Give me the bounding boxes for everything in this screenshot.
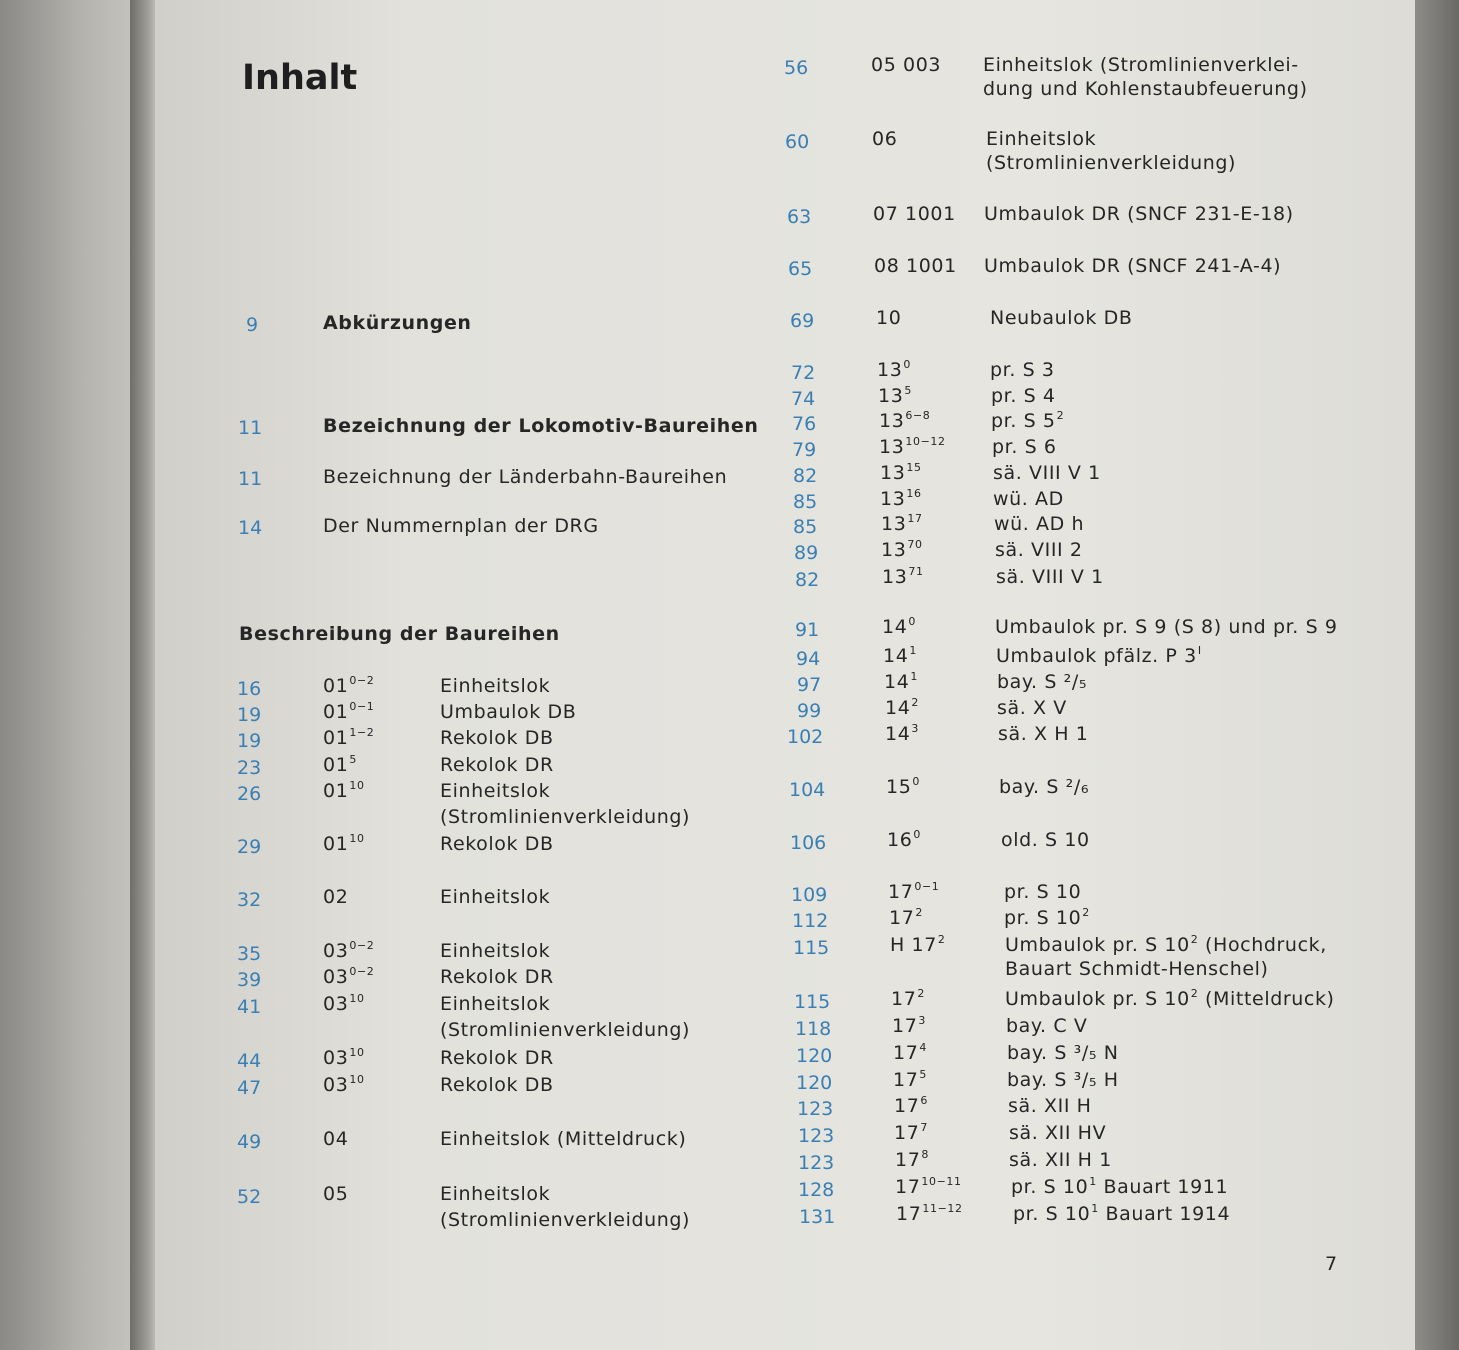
row-description: Einheitslok (Stromlinienverklei- <box>983 54 1299 76</box>
row-class: $17^2$ <box>889 906 923 929</box>
row-description: sä. XII H 1 <box>1009 1149 1112 1171</box>
row-class: $17^7$ <box>894 1121 928 1144</box>
row-description: sä. X H 1 <box>998 723 1089 745</box>
row-page-number: 123 <box>798 1125 835 1147</box>
row-page-number: 44 <box>237 1050 262 1072</box>
row-class: 07 1001 <box>873 203 956 225</box>
row-page-number: 106 <box>790 832 827 854</box>
row-page-number: 76 <box>792 413 817 435</box>
row-description-cont: (Stromlinienverkleidung) <box>440 1019 691 1041</box>
row-class: $01^{0-1}$ <box>323 700 375 723</box>
adjacent-page-edge <box>0 0 150 1350</box>
row-class: $17^2$ <box>891 987 925 1010</box>
row-class: $14^0$ <box>882 615 916 638</box>
row-description: pr. S $10^2$ <box>1004 906 1090 929</box>
row-page-number: 26 <box>237 783 262 805</box>
row-class: 08 1001 <box>874 255 957 277</box>
row-page-number: 16 <box>237 678 262 700</box>
row-description: pr. S 4 <box>991 385 1056 407</box>
row-page-number: 19 <box>237 730 262 752</box>
row-class: 02 <box>323 886 349 908</box>
row-page-number: 82 <box>793 465 818 487</box>
row-page-number: 118 <box>795 1018 832 1040</box>
page-title: Inhalt <box>242 58 358 98</box>
row-class: $17^{11-12}$ <box>896 1202 963 1225</box>
row-class: $13^{15}$ <box>880 461 922 484</box>
row-description: old. S 10 <box>1001 829 1090 851</box>
row-description: wü. AD h <box>994 513 1085 535</box>
row-class: $01^{10}$ <box>323 832 365 855</box>
row-page-number: 112 <box>792 910 829 932</box>
row-description: Einheitslok <box>440 993 551 1015</box>
row-page-number: 41 <box>237 996 262 1018</box>
row-description: sä. XII H <box>1008 1095 1092 1117</box>
row-description-cont: dung und Kohlenstaubfeuerung) <box>983 78 1308 100</box>
row-page-number: 65 <box>788 258 813 280</box>
row-class: 05 003 <box>871 54 942 76</box>
row-class: $03^{10}$ <box>323 1046 365 1069</box>
row-class: $01^{1-2}$ <box>323 726 375 749</box>
row-page-number: 85 <box>793 491 818 513</box>
row-description: Einheitslok <box>440 886 551 908</box>
row-description: Umbaulok pr. S $10^2$ (Mitteldruck) <box>1005 987 1335 1010</box>
row-description: Rekolok DB <box>440 1074 554 1096</box>
row-description: sä. X V <box>997 697 1067 719</box>
row-description: sä. VIII V 1 <box>996 566 1104 588</box>
row-description: Umbaulok pr. S $10^2$ (Hochdruck, <box>1005 933 1327 956</box>
row-description: pr. S 10 <box>1004 881 1082 903</box>
row-description: bay. S ²/₆ <box>999 776 1090 798</box>
row-class: $13^{71}$ <box>882 565 924 588</box>
row-class: $03^{0-2}$ <box>323 939 375 962</box>
row-class: $17^3$ <box>892 1014 926 1037</box>
row-description: Rekolok DB <box>440 727 554 749</box>
row-page-number: 109 <box>791 884 828 906</box>
row-class: $01^{0-2}$ <box>323 674 375 697</box>
row-page-number: 97 <box>797 674 822 696</box>
row-page-number: 91 <box>795 619 820 641</box>
row-description: Umbaulok DR (SNCF 231-E-18) <box>984 203 1294 225</box>
row-class: 10 <box>876 307 902 329</box>
row-description-cont: Bauart Schmidt-Henschel) <box>1005 958 1269 980</box>
row-description: Einheitslok <box>440 1183 551 1205</box>
row-page-number: 52 <box>237 1186 262 1208</box>
page-number: 7 <box>1325 1253 1338 1275</box>
row-class: $13^5$ <box>878 384 912 407</box>
row-class: 05 <box>323 1183 349 1205</box>
row-class: $14^1$ <box>883 644 917 667</box>
row-description: Einheitslok <box>440 940 551 962</box>
row-class: $15^0$ <box>886 775 920 798</box>
row-class: $01^5$ <box>323 753 357 776</box>
row-description: bay. S ²/₅ <box>997 671 1088 693</box>
row-description: Rekolok DR <box>440 1047 554 1069</box>
row-description: Rekolok DR <box>440 754 554 776</box>
row-class: $03^{10}$ <box>323 992 365 1015</box>
row-description-cont: (Stromlinienverkleidung) <box>440 806 691 828</box>
row-description: wü. AD <box>993 488 1064 510</box>
row-class: $14^1$ <box>884 670 918 693</box>
row-page-number: 123 <box>798 1152 835 1174</box>
row-description: bay. C V <box>1006 1015 1088 1037</box>
row-class: $03^{0-2}$ <box>323 965 375 988</box>
row-page-number: 131 <box>799 1206 836 1228</box>
row-page-number: 19 <box>237 704 262 726</box>
row-page-number: 99 <box>797 700 822 722</box>
row-description: pr. S $10^1$ Bauart 1914 <box>1013 1202 1231 1225</box>
row-page-number: 49 <box>237 1131 262 1153</box>
row-page-number: 39 <box>237 969 262 991</box>
row-class: $14^2$ <box>885 696 919 719</box>
row-page-number: 29 <box>237 836 262 858</box>
row-page-number: 89 <box>794 542 819 564</box>
row-description-cont: (Stromlinienverkleidung) <box>986 152 1237 174</box>
section-title: Bezeichnung der Länderbahn-Baureihen <box>323 466 728 488</box>
row-description: pr. S 3 <box>990 359 1055 381</box>
row-class: $16^0$ <box>887 828 921 851</box>
row-page-number: 60 <box>785 131 810 153</box>
row-page-number: 63 <box>787 206 812 228</box>
row-description: Einheitslok <box>440 780 551 802</box>
row-description: Neubaulok DB <box>990 307 1133 329</box>
row-class: $13^{70}$ <box>881 538 923 561</box>
row-page-number: 104 <box>789 779 826 801</box>
row-class: $13^{17}$ <box>881 512 923 535</box>
row-description: sä. VIII 2 <box>995 539 1083 561</box>
page-right-edge <box>1415 0 1459 1350</box>
row-class: $17^{0-1}$ <box>888 880 940 903</box>
row-class: $13^{16}$ <box>880 487 922 510</box>
row-page-number: 23 <box>237 757 262 779</box>
row-description: sä. VIII V 1 <box>993 462 1101 484</box>
section-page-number: 11 <box>238 417 263 439</box>
row-description: pr. S $5^2$ <box>991 409 1065 432</box>
row-description: bay. S ³/₅ N <box>1007 1042 1119 1064</box>
row-page-number: 102 <box>787 726 824 748</box>
row-class: $13^0$ <box>877 358 911 381</box>
section-page-number: 14 <box>238 517 263 539</box>
row-page-number: 72 <box>791 362 816 384</box>
section-page-number: 9 <box>246 314 259 336</box>
row-description: Umbaulok DR (SNCF 241-A-4) <box>984 255 1282 277</box>
row-page-number: 85 <box>793 516 818 538</box>
row-description: sä. XII HV <box>1009 1122 1107 1144</box>
row-class: $17^{10-11}$ <box>895 1175 962 1198</box>
row-description: Einheitslok <box>440 675 551 697</box>
row-class: 04 <box>323 1128 349 1150</box>
row-page-number: 94 <box>796 648 821 670</box>
section-title: Bezeichnung der Lokomotiv-Baureihen <box>323 415 759 437</box>
row-page-number: 120 <box>796 1045 833 1067</box>
row-description: Umbaulok DB <box>440 701 577 723</box>
row-description: pr. S $10^1$ Bauart 1911 <box>1011 1175 1229 1198</box>
row-class: $17^4$ <box>893 1041 927 1064</box>
row-class: $17^5$ <box>893 1068 927 1091</box>
row-page-number: 56 <box>784 57 809 79</box>
row-page-number: 115 <box>794 991 831 1013</box>
row-class: $17^8$ <box>895 1148 929 1171</box>
row-page-number: 128 <box>798 1179 835 1201</box>
row-class: $14^3$ <box>885 722 919 745</box>
section-heading: Beschreibung der Baureihen <box>239 623 560 645</box>
row-page-number: 79 <box>792 439 817 461</box>
row-page-number: 115 <box>793 937 830 959</box>
row-description: bay. S ³/₅ H <box>1007 1069 1119 1091</box>
row-class: 06 <box>872 128 898 150</box>
row-class: $03^{10}$ <box>323 1073 365 1096</box>
row-class: $01^{10}$ <box>323 779 365 802</box>
row-description: Rekolok DB <box>440 833 554 855</box>
section-title: Abkürzungen <box>323 312 472 334</box>
row-class: H $17^2$ <box>890 933 946 956</box>
row-description: Einheitslok (Mitteldruck) <box>440 1128 687 1150</box>
row-description-cont: (Stromlinienverkleidung) <box>440 1209 691 1231</box>
row-page-number: 120 <box>796 1072 833 1094</box>
row-class: $17^6$ <box>894 1094 928 1117</box>
row-page-number: 35 <box>237 943 262 965</box>
row-page-number: 47 <box>237 1077 262 1099</box>
row-page-number: 82 <box>795 569 820 591</box>
section-title: Der Nummernplan der DRG <box>323 515 599 537</box>
row-page-number: 123 <box>797 1098 834 1120</box>
row-page-number: 69 <box>790 310 815 332</box>
row-class: $13^{6-8}$ <box>879 409 931 432</box>
row-description: Rekolok DR <box>440 966 554 988</box>
row-page-number: 32 <box>237 889 262 911</box>
row-description: pr. S 6 <box>992 436 1057 458</box>
row-page-number: 74 <box>791 388 816 410</box>
row-class: $13^{10-12}$ <box>879 435 946 458</box>
row-description: Einheitslok <box>986 128 1097 150</box>
row-description: Umbaulok pfälz. P $3^I$ <box>996 644 1202 667</box>
section-page-number: 11 <box>238 468 263 490</box>
row-description: Umbaulok pr. S 9 (S 8) und pr. S 9 <box>995 616 1338 638</box>
